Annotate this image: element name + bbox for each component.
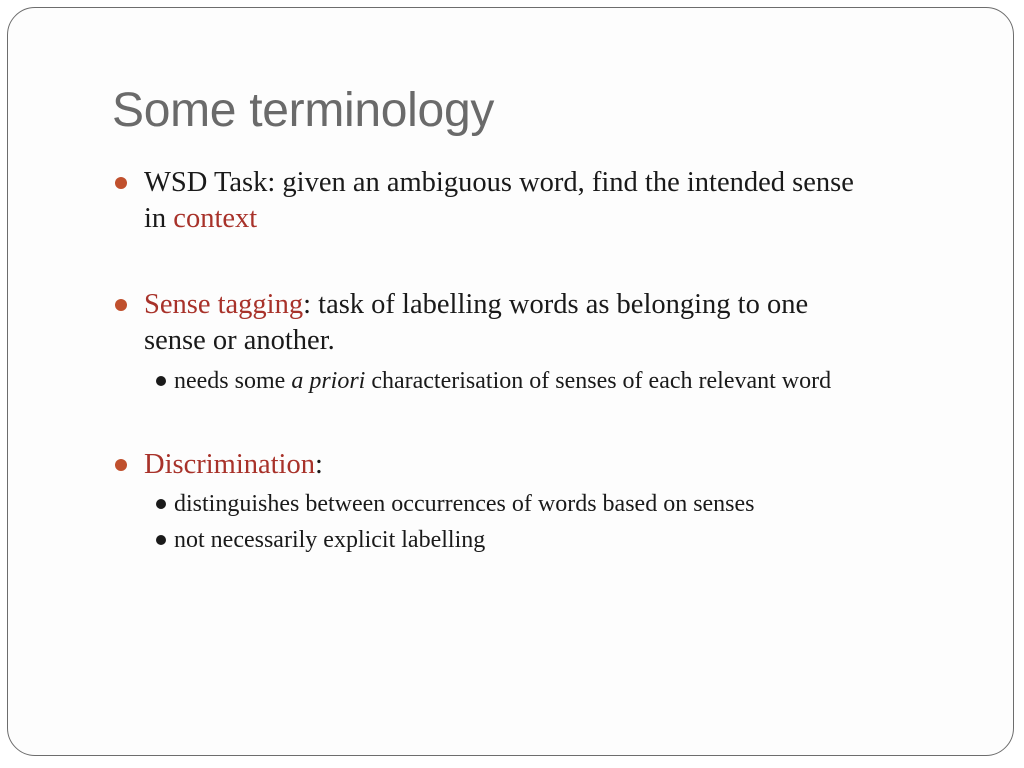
bullet-text: in — [144, 203, 167, 234]
sub-bullet-dot-icon — [156, 376, 166, 386]
sub-bullet-dot-icon — [156, 499, 166, 509]
bullet-line: sense or another. — [144, 325, 335, 356]
bullet-line — [144, 447, 974, 483]
bullet-line — [144, 201, 974, 237]
highlight-context: context — [173, 203, 258, 234]
sub-bullet-text: characterisation of senses of each relevant word — [371, 368, 832, 394]
bullet-text: : — [314, 449, 323, 480]
bullet-discrimination — [144, 447, 974, 483]
bullet-dot-icon — [115, 459, 127, 471]
sub-bullet-distinguishes: distinguishes between occurrences of words based on senses — [174, 491, 755, 517]
bullet-sense-tagging — [144, 287, 974, 359]
bullet-wsd-task — [144, 165, 974, 237]
sub-bullet-a-priori — [174, 365, 974, 397]
bullet-text: : task of labelling words as belonging to one — [303, 289, 809, 320]
sub-bullet-dot-icon — [156, 535, 166, 545]
slide-title: Some terminology — [112, 84, 495, 137]
italic-a-priori: a priori — [291, 368, 366, 394]
bullet-line: WSD Task: given an ambiguous word, find the intended sense — [144, 167, 854, 198]
bullet-dot-icon — [115, 299, 127, 311]
sub-bullet-not-explicit: not necessarily explicit labelling — [174, 527, 486, 553]
sub-bullet-text: needs some — [174, 368, 286, 394]
bullet-dot-icon — [115, 177, 127, 189]
highlight-discrimination: Discrimination — [144, 449, 315, 480]
highlight-sense-tagging: Sense tagging — [144, 289, 304, 320]
bullet-line — [144, 287, 974, 323]
